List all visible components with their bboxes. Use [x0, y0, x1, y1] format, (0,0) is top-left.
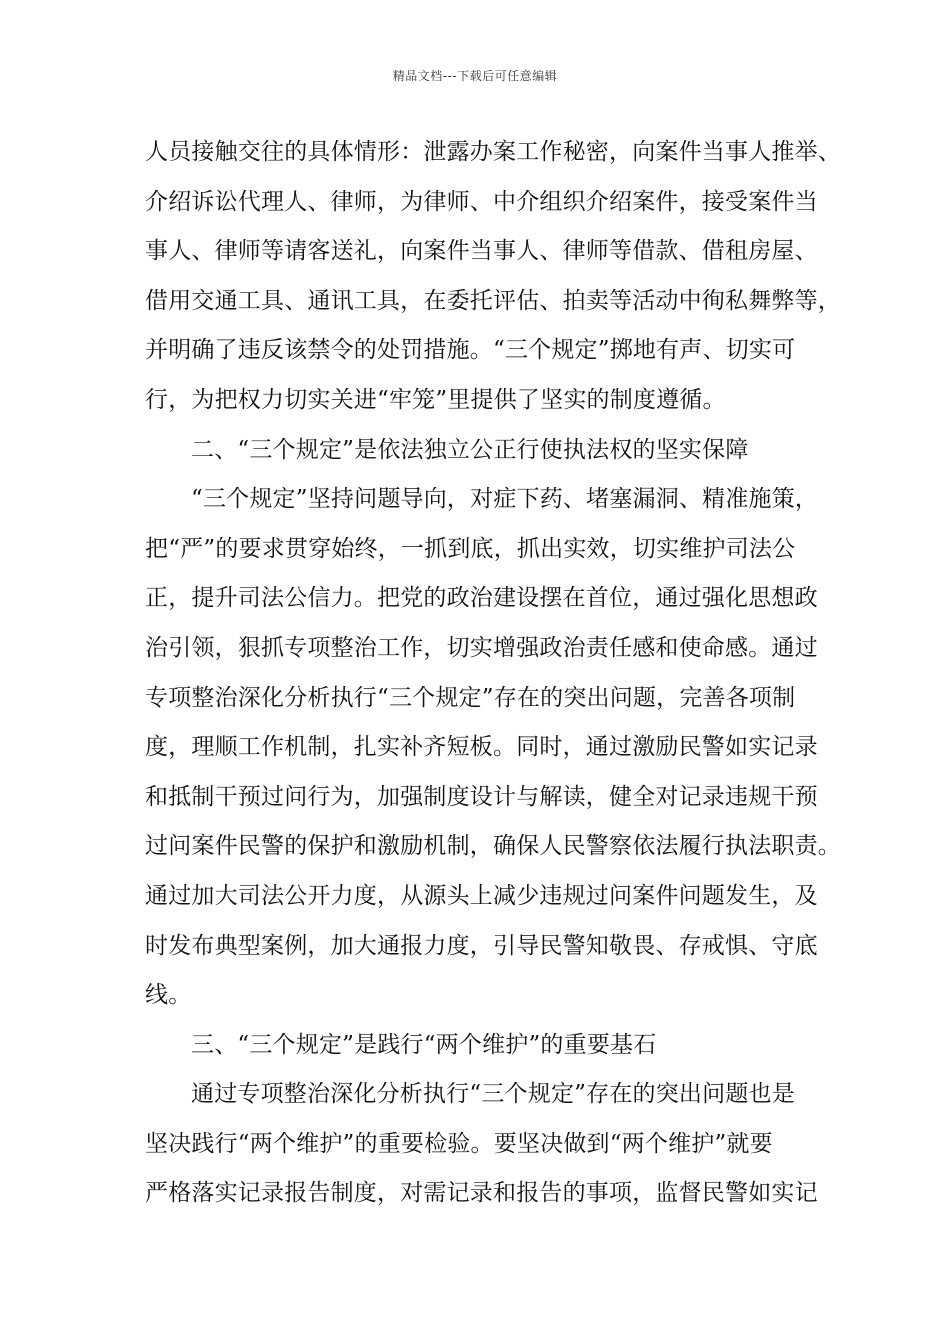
paragraph-line: 和抵制干预过问行为，加强制度设计与解读，健全对记录违规干预 — [145, 783, 818, 810]
paragraph-line: 过问案件民警的保护和激励机制，确保人民警察依法履行执法职责。 — [145, 833, 841, 860]
paragraph-line: 行，为把权力切实关进“牢笼”里提供了坚实的制度遵循。 — [145, 386, 726, 413]
paragraph-line: 正，提升司法公信力。把党的政治建设摆在首位，通过强化思想政 — [145, 585, 818, 612]
paragraph-line: 严格落实记录报告制度，对需记录和报告的事项，监督民警如实记 — [145, 1180, 818, 1207]
section-heading-2: 二、“三个规定”是依法独立公正行使执法权的坚实保障 — [191, 436, 749, 463]
paragraph-line: 时发布典型案例，加大通报力度，引导民警知敬畏、存戒惧、守底 — [145, 932, 818, 959]
paragraph-line: 并明确了违反该禁令的处罚措施。“三个规定”掷地有声、切实可 — [145, 337, 796, 364]
paragraph-line: 介绍诉讼代理人、律师，为律师、中介组织介绍案件，接受案件当 — [145, 188, 818, 215]
paragraph-line: 通过专项整治深化分析执行“三个规定”存在的突出问题也是 — [191, 1081, 795, 1108]
paragraph-line: 治引领，狠抓专项整治工作，切实增强政治责任感和使命感。通过 — [145, 634, 818, 661]
paragraph-line: 线。 — [145, 982, 192, 1009]
paragraph-line: 专项整治深化分析执行“三个规定”存在的突出问题，完善各项制 — [145, 684, 796, 711]
paragraph-line: 度，理顺工作机制，扎实补齐短板。同时，通过激励民警如实记录 — [145, 734, 818, 761]
page-header: 精品文档---下载后可任意编辑 — [392, 69, 558, 83]
paragraph-line: 通过加大司法公开力度，从源头上减少违规过问案件问题发生，及 — [145, 882, 818, 909]
paragraph-line: “三个规定”坚持问题导向，对症下药、堵塞漏洞、精准施策， — [191, 486, 819, 513]
document-body — [145, 128, 841, 1219]
paragraph-line: 事人、律师等请客送礼，向案件当事人、律师等借款、借租房屋、 — [145, 238, 818, 265]
paragraph-line: 坚决践行“两个维护”的重要检验。要坚决做到“两个维护”就要 — [145, 1130, 773, 1157]
paragraph-line: 把“严”的要求贯穿始终，一抓到底，抓出实效，切实维护司法公 — [145, 535, 796, 562]
paragraph-line: 借用交通工具、通讯工具，在委托评估、拍卖等活动中徇私舞弊等， — [145, 287, 841, 314]
paragraph-line: 人员接触交往的具体情形：泄露办案工作秘密，向案件当事人推举、 — [145, 139, 841, 165]
section-heading-3: 三、“三个规定”是践行“两个维护”的重要基石 — [191, 1031, 657, 1058]
